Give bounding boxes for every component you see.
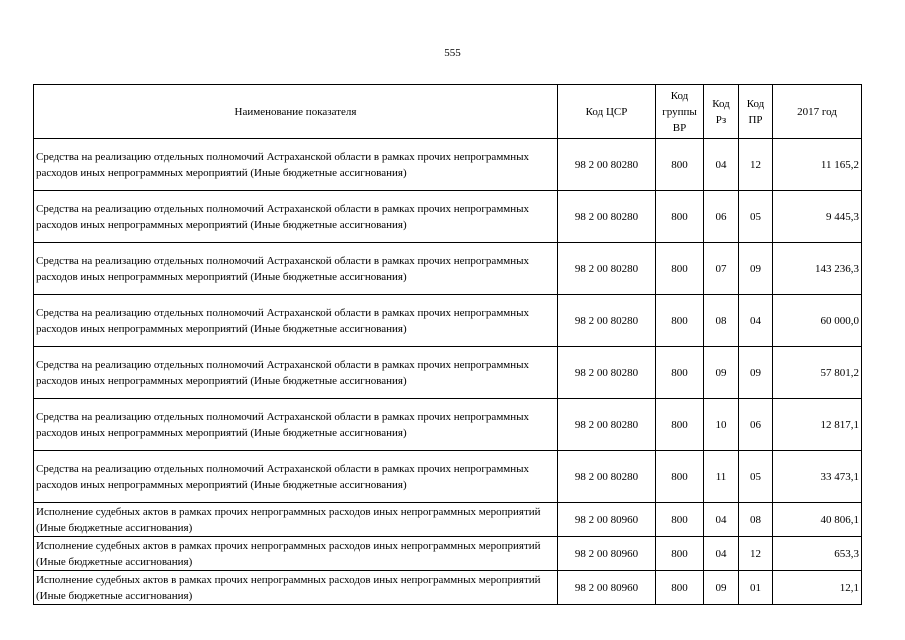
row-name: Средства на реализацию отдельных полномочий Астраханской области в рамках прочих непрограммных расходов иных непрограммных мероприятий (Иные бюджетные ассигнования)	[34, 399, 558, 451]
row-pr: 04	[739, 295, 773, 347]
row-amount: 9 445,3	[773, 191, 862, 243]
header-name: Наименование показателя	[34, 85, 558, 139]
header-year: 2017 год	[773, 85, 862, 139]
row-amount: 143 236,3	[773, 243, 862, 295]
row-rz: 04	[704, 537, 739, 571]
row-pr: 05	[739, 451, 773, 503]
table-row	[34, 399, 862, 451]
row-csr: 98 2 00 80280	[558, 139, 656, 191]
row-amount: 11 165,2	[773, 139, 862, 191]
header-csr: Код ЦСР	[558, 85, 656, 139]
table-row	[34, 347, 862, 399]
header-rz: Код Рз	[704, 85, 739, 139]
table-row	[34, 571, 862, 605]
row-vr: 800	[656, 243, 704, 295]
row-rz: 04	[704, 503, 739, 537]
row-vr: 800	[656, 451, 704, 503]
row-vr: 800	[656, 571, 704, 605]
row-pr: 06	[739, 399, 773, 451]
row-csr: 98 2 00 80280	[558, 399, 656, 451]
row-amount: 12,1	[773, 571, 862, 605]
row-csr: 98 2 00 80280	[558, 451, 656, 503]
row-name: Средства на реализацию отдельных полномочий Астраханской области в рамках прочих непрограммных расходов иных непрограммных мероприятий (Иные бюджетные ассигнования)	[34, 243, 558, 295]
table-row	[34, 451, 862, 503]
row-csr: 98 2 00 80280	[558, 191, 656, 243]
row-name: Средства на реализацию отдельных полномочий Астраханской области в рамках прочих непрограммных расходов иных непрограммных мероприятий (Иные бюджетные ассигнования)	[34, 347, 558, 399]
row-vr: 800	[656, 295, 704, 347]
row-csr: 98 2 00 80280	[558, 295, 656, 347]
table-row	[34, 191, 862, 243]
budget-table	[33, 84, 862, 605]
row-amount: 12 817,1	[773, 399, 862, 451]
row-pr: 12	[739, 139, 773, 191]
row-vr: 800	[656, 537, 704, 571]
row-csr: 98 2 00 80280	[558, 243, 656, 295]
table-row	[34, 537, 862, 571]
row-vr: 800	[656, 503, 704, 537]
row-amount: 653,3	[773, 537, 862, 571]
row-name: Средства на реализацию отдельных полномочий Астраханской области в рамках прочих непрограммных расходов иных непрограммных мероприятий (Иные бюджетные ассигнования)	[34, 451, 558, 503]
row-csr: 98 2 00 80960	[558, 503, 656, 537]
row-amount: 60 000,0	[773, 295, 862, 347]
page-number: 555	[444, 47, 461, 59]
row-rz: 11	[704, 451, 739, 503]
row-vr: 800	[656, 347, 704, 399]
row-vr: 800	[656, 399, 704, 451]
row-name: Исполнение судебных актов в рамках прочих непрограммных расходов иных непрограммных мероприятий (Иные бюджетные ассигнования)	[34, 537, 558, 571]
row-rz: 08	[704, 295, 739, 347]
row-vr: 800	[656, 139, 704, 191]
row-name: Исполнение судебных актов в рамках прочих непрограммных расходов иных непрограммных мероприятий (Иные бюджетные ассигнования)	[34, 571, 558, 605]
row-amount: 40 806,1	[773, 503, 862, 537]
row-csr: 98 2 00 80960	[558, 537, 656, 571]
row-rz: 07	[704, 243, 739, 295]
table-row	[34, 139, 862, 191]
row-rz: 09	[704, 571, 739, 605]
table-row	[34, 503, 862, 537]
row-name: Средства на реализацию отдельных полномочий Астраханской области в рамках прочих непрограммных расходов иных непрограммных мероприятий (Иные бюджетные ассигнования)	[34, 295, 558, 347]
row-name: Исполнение судебных актов в рамках прочих непрограммных расходов иных непрограммных мероприятий (Иные бюджетные ассигнования)	[34, 503, 558, 537]
row-pr: 08	[739, 503, 773, 537]
row-rz: 09	[704, 347, 739, 399]
header-pr: Код ПР	[739, 85, 773, 139]
row-vr: 800	[656, 191, 704, 243]
row-pr: 05	[739, 191, 773, 243]
row-pr: 09	[739, 243, 773, 295]
header-vr: Код группы ВР	[656, 85, 704, 139]
row-name: Средства на реализацию отдельных полномочий Астраханской области в рамках прочих непрограммных расходов иных непрограммных мероприятий (Иные бюджетные ассигнования)	[34, 191, 558, 243]
row-csr: 98 2 00 80960	[558, 571, 656, 605]
row-pr: 01	[739, 571, 773, 605]
row-pr: 09	[739, 347, 773, 399]
row-amount: 57 801,2	[773, 347, 862, 399]
row-pr: 12	[739, 537, 773, 571]
row-rz: 06	[704, 191, 739, 243]
table-row	[34, 243, 862, 295]
row-name: Средства на реализацию отдельных полномочий Астраханской области в рамках прочих непрограммных расходов иных непрограммных мероприятий (Иные бюджетные ассигнования)	[34, 139, 558, 191]
table-row	[34, 295, 862, 347]
row-rz: 10	[704, 399, 739, 451]
row-csr: 98 2 00 80280	[558, 347, 656, 399]
row-rz: 04	[704, 139, 739, 191]
table-header-row	[34, 85, 862, 139]
row-amount: 33 473,1	[773, 451, 862, 503]
